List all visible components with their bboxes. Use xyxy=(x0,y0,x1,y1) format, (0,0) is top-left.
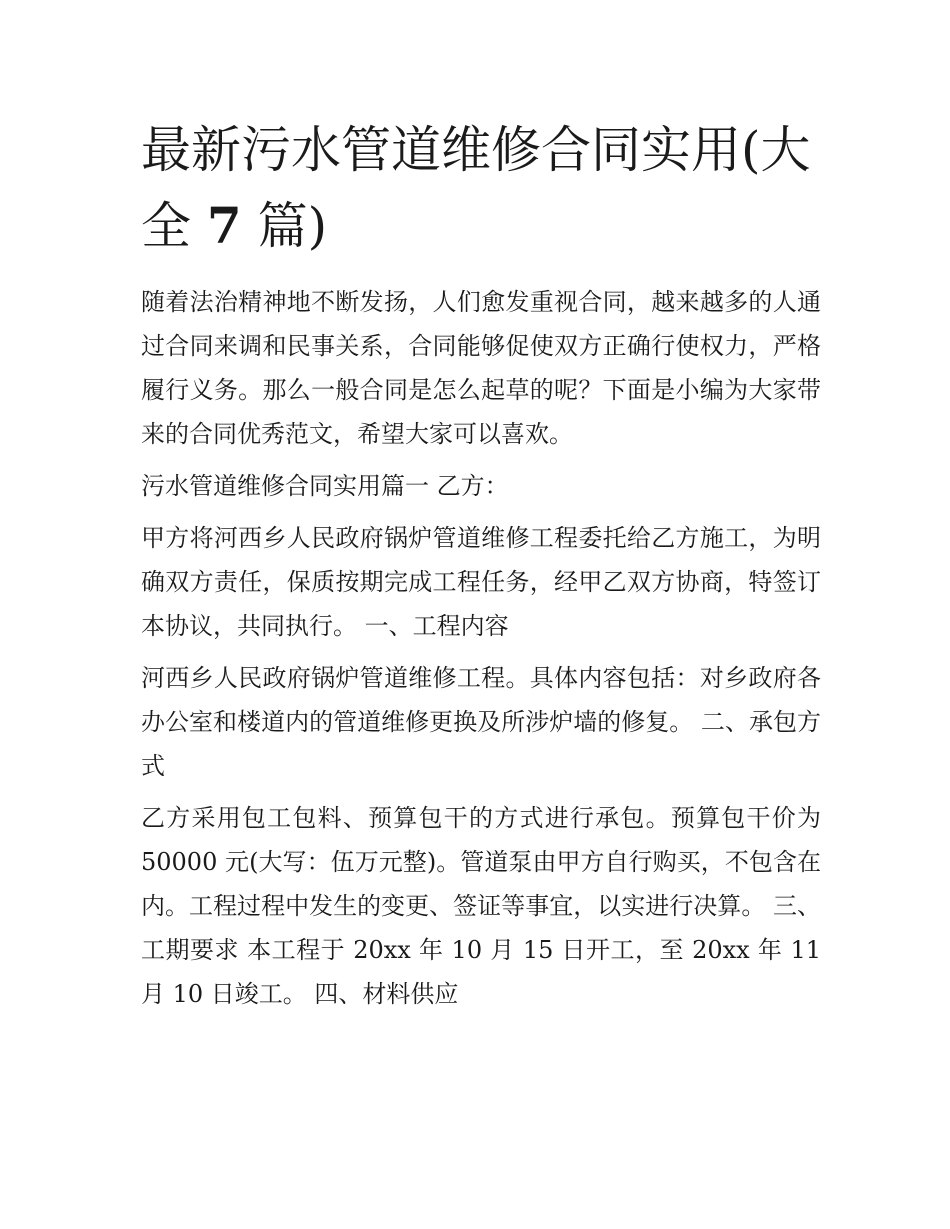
document-title xyxy=(141,112,821,264)
document-body xyxy=(141,280,821,1024)
title-text-part2: 篇) xyxy=(241,197,328,255)
paragraph-contract-method: 乙方采用包工包料、预算包干的方式进行承包。预算包干价为 50000 元(大写：伍万元整)。管道泵由甲方自行购买，不包含在内。工程过程中发生的变更、签证等事宜，以实进行决算。 三、工期要求 本工程于 20xx 年 10 月 15 日开工，至 20xx 年 11 月 10 日竣工。 四、材料供应 xyxy=(141,804,821,1008)
paragraph-section-heading: 污水管道维修合同实用篇一 乙方： xyxy=(141,472,509,500)
title-text-part1: 最新污水管道维修合同实用(大全 xyxy=(141,121,811,255)
paragraph-project-content: 河西乡人民政府锅炉管道维修工程。具体内容包括：对乡政府各办公室和楼道内的管道维修更换及所涉炉墙的修复。 二、承包方式 xyxy=(141,664,821,780)
paragraph-agreement: 甲方将河西乡人民政府锅炉管道维修工程委托给乙方施工，为明确双方责任，保质按期完成工程任务，经甲乙双方协商，特签订本协议，共同执行。 一、工程内容 xyxy=(141,524,821,640)
title-number: 7 xyxy=(206,196,242,255)
paragraph-intro: 随着法治精神地不断发扬，人们愈发重视合同，越来越多的人通过合同来调和民事关系，合同能够促使双方正确行使权力，严格履行义务。那么一般合同是怎么起草的呢？下面是小编为大家带来的合同优秀范文，希望大家可以喜欢。 xyxy=(141,288,821,448)
